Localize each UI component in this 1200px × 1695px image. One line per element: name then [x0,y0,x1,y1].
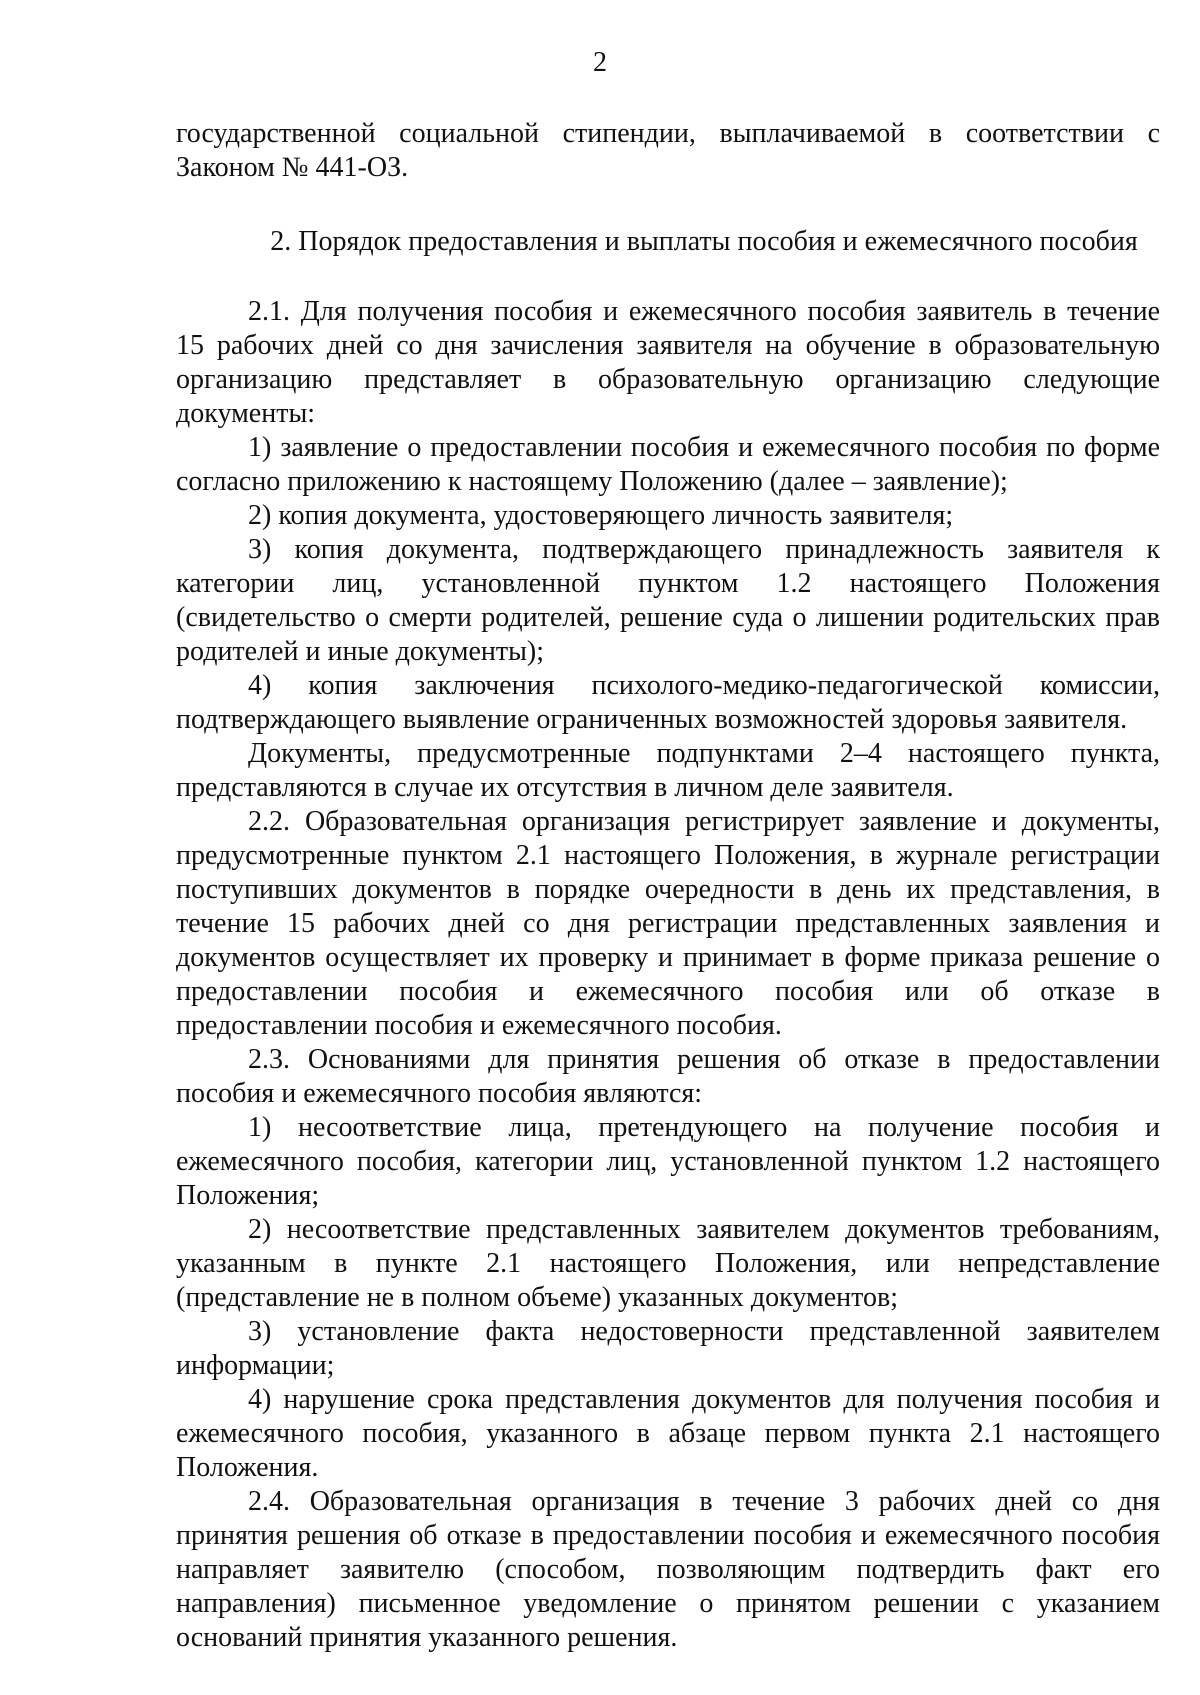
paragraph-2-3: 2.3. Основаниями для принятия решения об отказе в предоставлении пособия и ежемесячного пособия являются: [176,1044,1160,1109]
page-number: 2 [593,47,607,78]
document-body [176,117,1160,1655]
paragraph-2-1-note: Документы, предусмотренные подпунктами 2–4 настоящего пункта, представляются в случае их отсутствия в личном деле заявителя. [176,738,1160,803]
list-item-2-1-1: 1) заявление о предоставлении пособия и ежемесячного пособия по форме согласно приложению к настоящему Положению (далее – заявление); [176,432,1160,497]
list-item-2-1-2: 2) копия документа, удостоверяющего личность заявителя; [248,500,954,531]
list-item-2-3-2: 2) несоответствие представленных заявителем документов требованиям, указанным в пункте 2.1 настоящего Положения, или непредставление (представление не в полном объеме) указанных документов; [176,1214,1160,1313]
list-item-2-1-4: 4) копия заключения психолого-медико-педагогической комиссии, подтверждающего выявление ограниченных возможностей здоровья заявителя. [176,670,1160,735]
paragraph-continuation: государственной социальной стипендии, выплачиваемой в соответствии с Законом № 441-ОЗ. [176,118,1160,183]
paragraph-2-1: 2.1. Для получения пособия и ежемесячного пособия заявитель в течение 15 рабочих дней со дня зачисления заявителя на обучение в образовательную организацию представляет в образовательную организацию следующие документы: [176,296,1160,429]
section-title: 2. Порядок предоставления и выплаты пособия и ежемесячного пособия [270,226,1138,257]
paragraph-2-4: 2.4. Образовательная организация в течение 3 рабочих дней со дня принятия решения об отказе в предоставлении пособия и ежемесячного пособия направляет заявителю (способом, позволяющим подтвердить факт его направления) письменное уведомление о принятом решении с указанием оснований принятия указанного решения. [176,1486,1160,1653]
list-item-2-3-1: 1) несоответствие лица, претендующего на получение пособия и ежемесячного пособия, категории лиц, установленной пунктом 1.2 настоящего Положения; [176,1112,1160,1211]
list-item-2-3-4: 4) нарушение срока представления документов для получения пособия и ежемесячного пособия, указанного в абзаце первом пункта 2.1 настоящего Положения. [176,1384,1160,1483]
list-item-2-1-3: 3) копия документа, подтверждающего принадлежность заявителя к категории лиц, установленной пунктом 1.2 настоящего Положения (свидетельство о смерти родителей, решение суда о лишении родительских прав родителей и иные документы); [176,534,1160,667]
paragraph-2-2: 2.2. Образовательная организация регистрирует заявление и документы, предусмотренные пунктом 2.1 настоящего Положения, в журнале регистрации поступивших документов в порядке очередности в день их представления, в течение 15 рабочих дней со дня регистрации представленных заявления и документов осуществляет их проверку и принимает в форме приказа решение о предоставлении пособия и ежемесячного пособия или об отказе в предоставлении пособия и ежемесячного пособия. [176,806,1160,1041]
list-item-2-3-3: 3) установление факта недостоверности представленной заявителем информации; [176,1316,1160,1381]
